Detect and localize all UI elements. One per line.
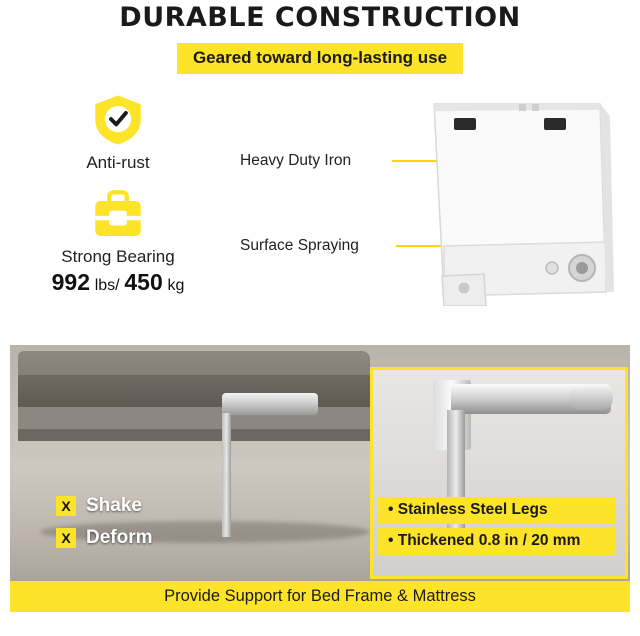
negatives-list bbox=[56, 495, 153, 559]
feature-column bbox=[18, 92, 218, 302]
capacity-lbs-number: 992 bbox=[51, 269, 90, 295]
capacity-lbs-unit: lbs/ bbox=[94, 277, 120, 294]
x-mark-icon: X bbox=[56, 528, 76, 548]
feature-label: Anti-rust bbox=[86, 153, 150, 172]
negative-label: Deform bbox=[86, 527, 153, 548]
list-item bbox=[56, 495, 153, 517]
callout-surface-spraying: Surface Spraying bbox=[240, 237, 359, 254]
callout-heavy-duty-iron: Heavy Duty Iron bbox=[240, 152, 352, 169]
spec-item: • Stainless Steel Legs bbox=[378, 497, 616, 524]
photo-support-leg-bracket bbox=[222, 393, 318, 415]
spec-item: • Thickened 0.8 in / 20 mm bbox=[378, 528, 616, 555]
closeup-bar-tip bbox=[569, 387, 613, 410]
shield-check-icon bbox=[90, 92, 146, 148]
product-in-use-photo bbox=[10, 345, 630, 581]
capacity-value bbox=[18, 269, 218, 296]
capacity-kg-number: 450 bbox=[124, 269, 163, 295]
subtitle-banner: Geared toward long-lasting use bbox=[177, 43, 463, 74]
photo-bed-frame-underside bbox=[18, 429, 370, 441]
footer-text: Provide Support for Bed Frame & Mattress bbox=[164, 587, 476, 605]
page-title: DURABLE CONSTRUCTION bbox=[119, 2, 521, 33]
metal-bracket-illustration bbox=[424, 96, 620, 306]
x-mark-icon: X bbox=[56, 496, 76, 516]
weight-bearing-icon bbox=[90, 187, 146, 243]
closeup-spec-list bbox=[378, 497, 616, 559]
footer-banner bbox=[10, 581, 630, 612]
photo-support-leg-post bbox=[222, 413, 231, 537]
feature-label: Strong Bearing bbox=[61, 247, 175, 266]
list-item bbox=[56, 527, 153, 549]
capacity-kg-unit: kg bbox=[167, 277, 185, 294]
feature-anti-rust bbox=[18, 92, 218, 173]
negative-label: Shake bbox=[86, 495, 142, 516]
feature-strong-bearing bbox=[18, 187, 218, 296]
